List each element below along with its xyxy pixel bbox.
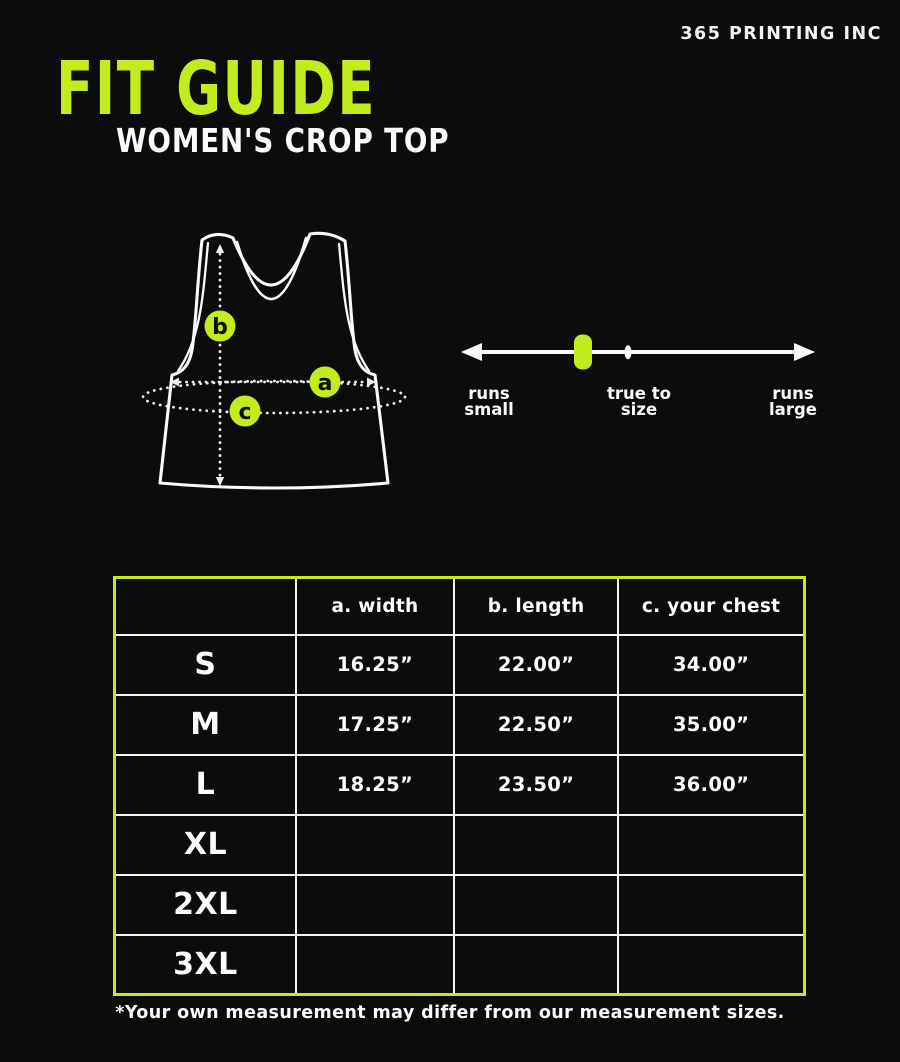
chest-measure-ellipse: [143, 381, 405, 413]
marker-b-label: b: [212, 315, 228, 340]
length-cell: [454, 935, 618, 995]
label-runs-large-line2: large: [769, 399, 817, 419]
table-row: [115, 815, 805, 875]
chest-cell: 34.00”: [618, 635, 804, 695]
label-runs-large-line1: runs: [772, 384, 814, 403]
page-title: FIT GUIDE: [56, 46, 377, 132]
length-arrow-bottom: [216, 477, 224, 486]
header-chest: c. your chest: [618, 578, 804, 635]
size-cell: 3XL: [115, 935, 296, 995]
width-cell: [296, 935, 454, 995]
crop-top-diagram: [140, 220, 440, 500]
measurement-disclaimer: *Your own measurement may differ from our measurement sizes.: [115, 1003, 785, 1023]
garment-outline: [160, 233, 388, 488]
chest-cell: [618, 935, 804, 995]
label-runs-large: [769, 386, 817, 417]
label-runs-small-line1: runs: [468, 384, 510, 403]
header-length: b. length: [454, 578, 618, 635]
size-chart-table: [113, 576, 806, 996]
header-size: [115, 578, 296, 635]
size-cell: S: [115, 635, 296, 695]
label-runs-small-line2: small: [464, 399, 514, 419]
fit-scale: [450, 325, 832, 435]
chest-cell: 35.00”: [618, 695, 804, 755]
length-arrow-top: [216, 244, 224, 253]
table-row: [115, 695, 805, 755]
measurement-marker-b: [205, 311, 236, 342]
width-cell: [296, 875, 454, 935]
size-cell: 2XL: [115, 875, 296, 935]
page-subtitle: WOMEN'S CROP TOP: [116, 121, 450, 160]
table-row: [115, 755, 805, 815]
header-width: a. width: [296, 578, 454, 635]
size-cell: M: [115, 695, 296, 755]
label-true-to-size-line2: size: [620, 399, 658, 419]
size-cell: XL: [115, 815, 296, 875]
brand-text: 365 PRINTING INC: [680, 24, 882, 44]
table-row: [115, 935, 805, 995]
length-cell: 22.00”: [454, 635, 618, 695]
chest-cell: [618, 875, 804, 935]
label-true-to-size-line1: true to: [607, 384, 671, 403]
marker-c-label: c: [238, 400, 252, 425]
chest-cell: [618, 815, 804, 875]
marker-a-label: a: [317, 371, 333, 396]
width-cell: [296, 815, 454, 875]
collar-inner-line: [237, 238, 306, 299]
length-cell: [454, 815, 618, 875]
label-true-to-size: [607, 386, 671, 417]
measurement-marker-c: [230, 396, 261, 427]
length-cell: 22.50”: [454, 695, 618, 755]
table-row: [115, 635, 805, 695]
fit-indicator-handle: [574, 335, 592, 370]
width-cell: 17.25”: [296, 695, 454, 755]
fit-scale-track: [462, 351, 815, 354]
chest-cell: 36.00”: [618, 755, 804, 815]
length-cell: 23.50”: [454, 755, 618, 815]
length-cell: [454, 875, 618, 935]
table-row: [115, 875, 805, 935]
size-cell: L: [115, 755, 296, 815]
true-size-marker: [624, 345, 631, 359]
measurement-marker-a: [310, 367, 341, 398]
width-cell: 18.25”: [296, 755, 454, 815]
width-cell: 16.25”: [296, 635, 454, 695]
table-header-row: [115, 578, 805, 635]
label-runs-small: [464, 386, 513, 417]
